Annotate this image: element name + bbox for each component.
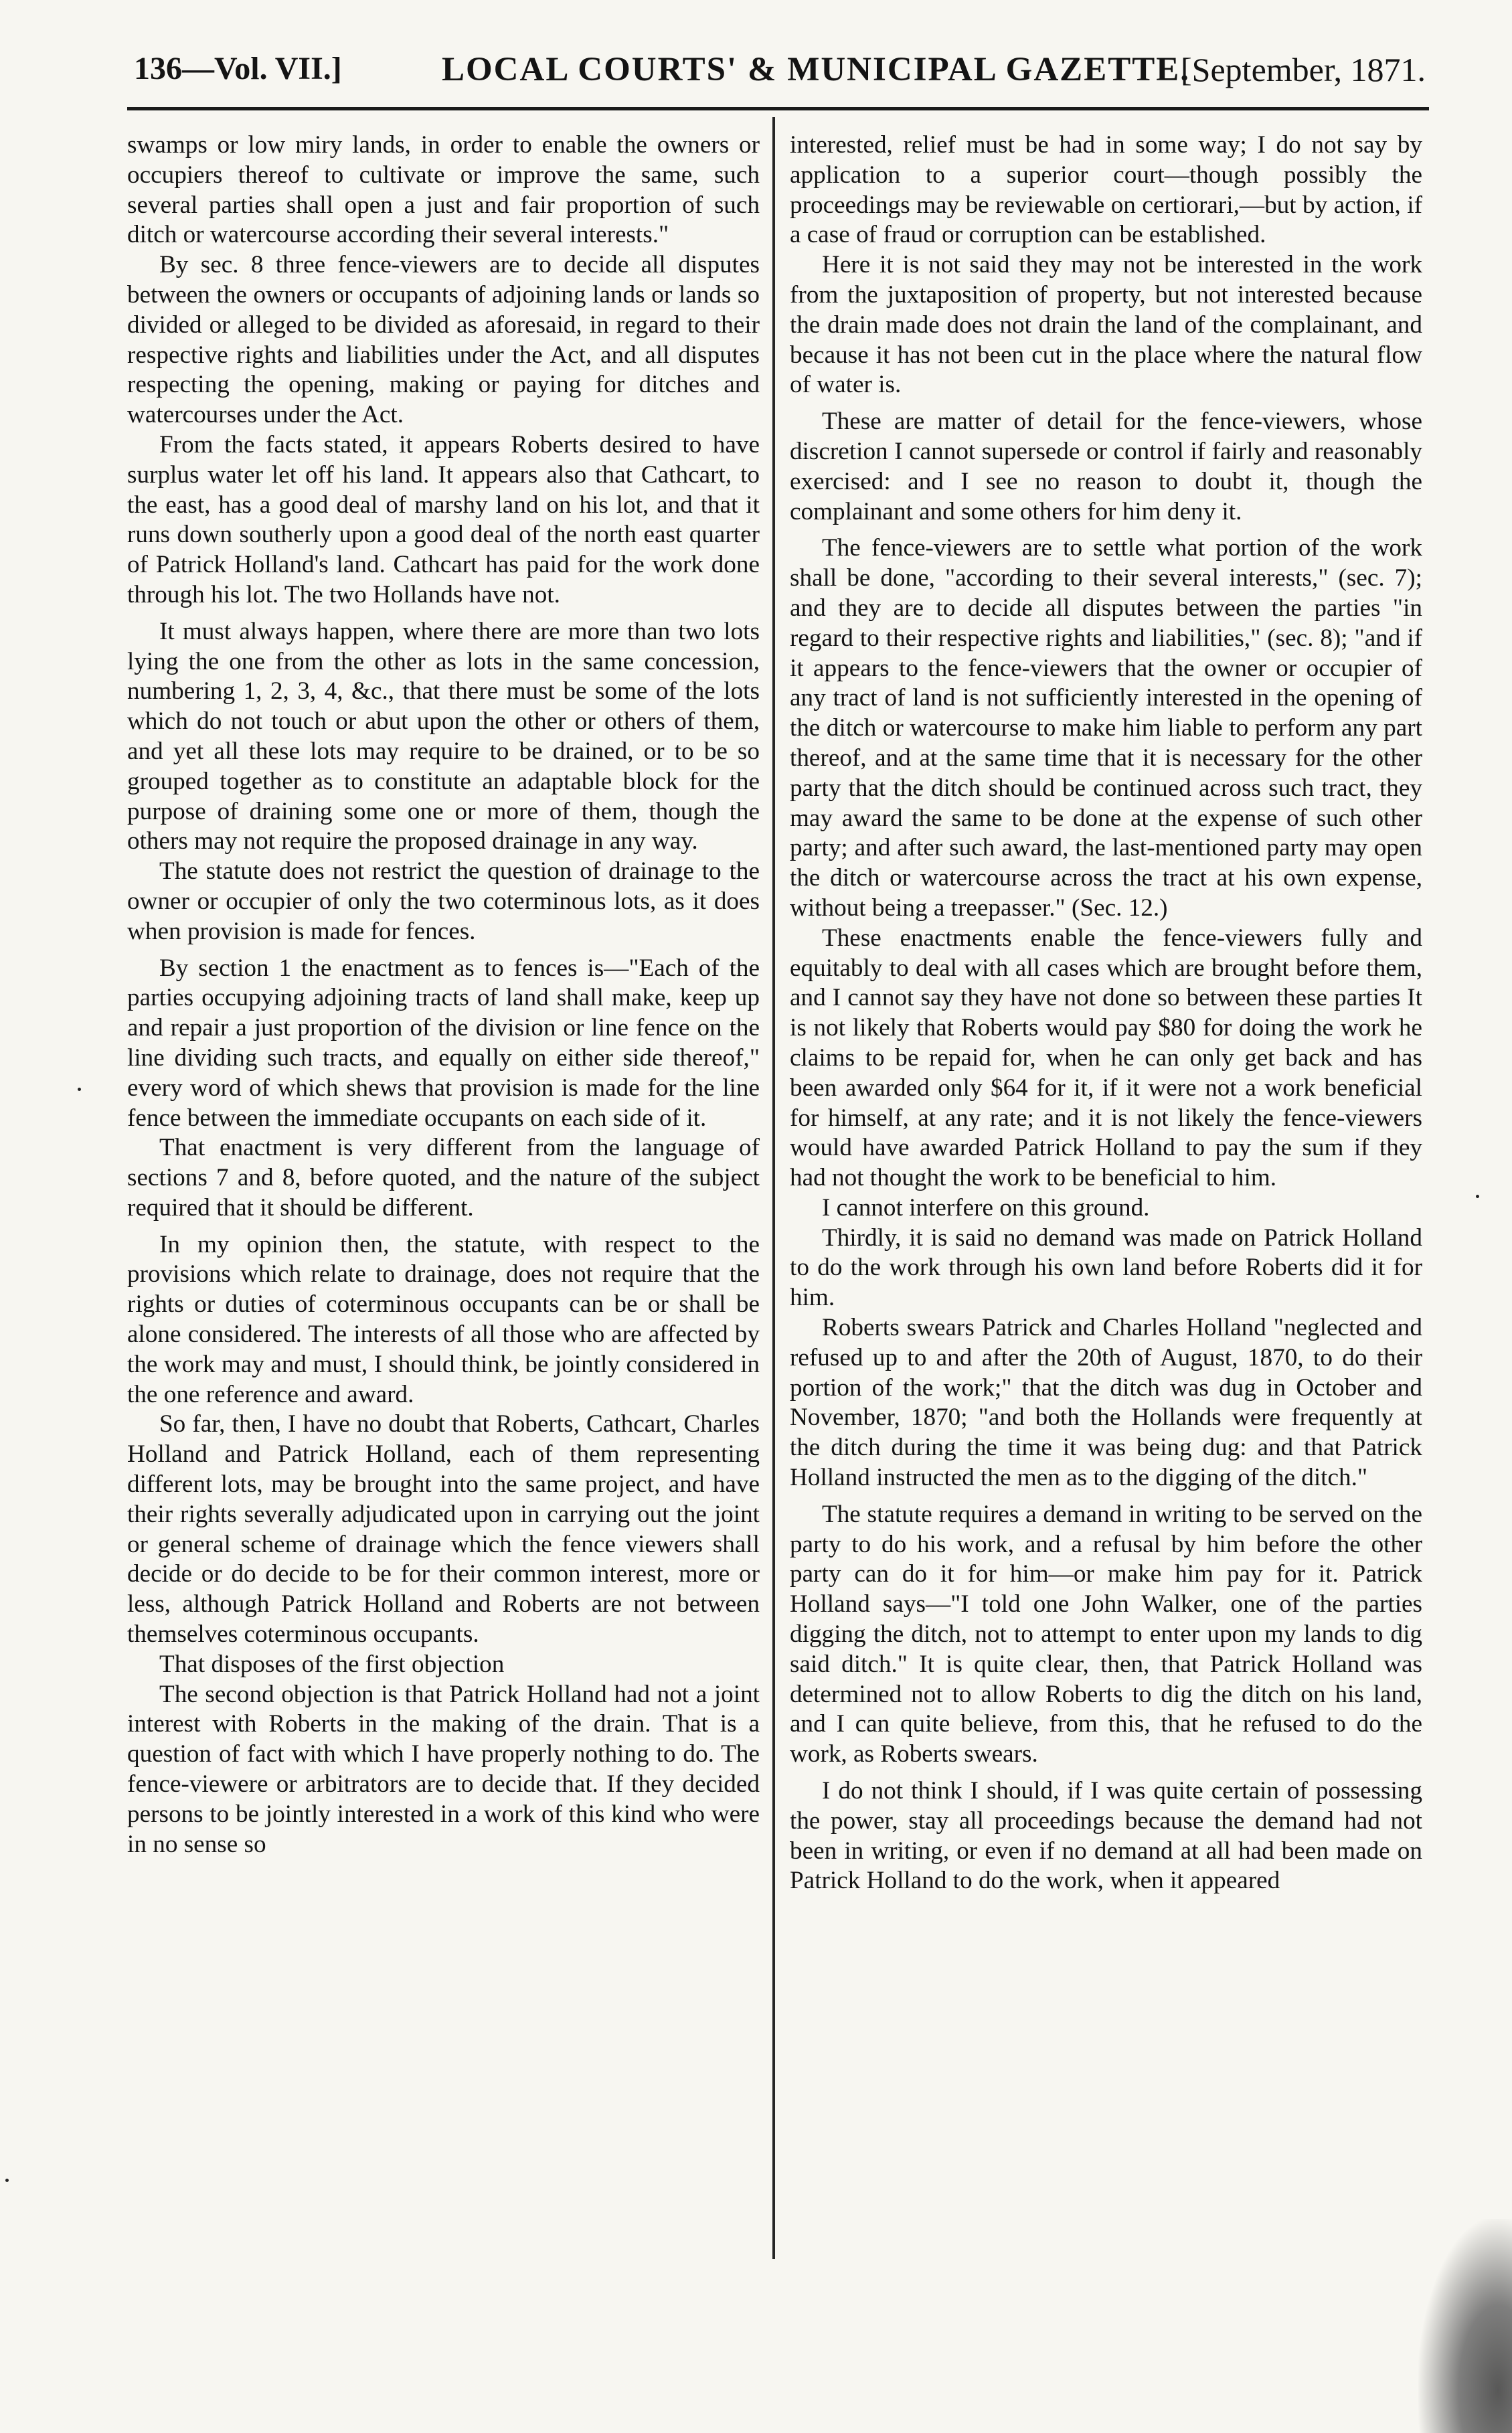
page-header	[134, 37, 1426, 110]
paragraph: Thirdly, it is said no demand was made on Patrick Holland to do the work through his own land before Roberts did it for him.	[790, 1224, 1422, 1312]
paragraph: The fence-viewers are to settle what portion of the work shall be done, "according to their several interests," (sec. 7); and they are to decide all disputes between the parties "in regard to their respective rights and liabilities," (sec. 8); "and if it appears to the fence-viewers that the owner or occupier of any tract of land is not sufficiently interested in the opening of the ditch or watercourse to make him liable to perform any part thereof, and at the same time that it is necessary for the other party that the ditch should be continued across such tract, they may award the same to be done at the expense of such other party; and after such award, the last-mentioned party may open the ditch or watercourse across the tract at his own expense, without being a treepasser." (Sec. 12.)	[790, 534, 1422, 922]
paragraph: Roberts swears Patrick and Charles Holland "neglected and refused up to and after the 20th of August, 1870, to do their portion of the work;" that the ditch was dug in October and November, 1870; "and both the Hollands were frequently at the ditch during the time it was being dug: and that Patrick Holland instructed the men as to the digging of the ditch."	[790, 1314, 1422, 1492]
header-rule	[127, 107, 1429, 110]
paragraph: It must always happen, where there are more than two lots lying the one from the other as lots in the same concession, numbering 1, 2, 3, 4, &c., that there must be some of the lots which do not touch or abut upon the other or others of them, and yet all these lots may require to be drained, or to be so grouped together as to constitute an adaptable block for the purpose of draining some one or more of them, though the others may not require the proposed drainage in any way.	[127, 617, 760, 855]
paragraph: These are matter of detail for the fence-viewers, whose discretion I cannot supersede or control if fairly and reasonably exercised: and I see no reason to doubt it, though the complainant and some others for him deny it.	[790, 408, 1422, 525]
column-divider	[772, 117, 775, 2259]
paragraph: These enactments enable the fence-viewers fully and equitably to deal with all cases which are brought before them, and I cannot say they have not done so between these parties It is not likely that Roberts would pay $80 for doing the work he claims to be repaid for, when he can only get back and has been awarded only $64 for it, if it were not a work beneficial for himself, at any rate; and it is not likely the fence-viewers would have awarded Patrick Holland to pay the sum if they had not thought the work to be beneficial to him.	[790, 924, 1422, 1192]
paragraph: From the facts stated, it appears Roberts desired to have surplus water let off his land. It appears also that Cathcart, to the east, has a good deal of marshy land on his lot, and that it runs down southerly upon a good deal of the north east quarter of Patrick Holland's land. Cathcart has paid for the work done through his lot. The two Hollands have not.	[127, 430, 760, 608]
paragraph: The statute requires a demand in writing to be served on the party to do his work, and a refusal by him before the other party can do it for him—or make him pay for it. Patrick Holland says—"I told one John Walker, one of the parties digging the ditch, not to attempt to enter upon my lands to dig said ditch." It is quite clear, then, that Patrick Holland was determined not to allow Roberts to dig the ditch on his land, and I can quite believe, from this, that he refused to do the work, as Roberts swears.	[790, 1500, 1422, 1768]
left-column	[127, 131, 760, 1859]
paragraph: In my opinion then, the statute, with respect to the provisions which relate to drainage, does not require that the rights or duties of coterminous occupants can be or shall be alone considered. The interests of all those who are affected by the work may and must, I should think, be jointly considered in the one reference and award.	[127, 1230, 760, 1408]
paragraph: By section 1 the enactment as to fences is—"Each of the parties occupying adjoining tracts of land shall make, keep up and repair a just proportion of the division or line fence on the line dividing such tracts, and equally on either side thereof," every word of which shews that provision is made for the line fence between the immediate occupants on each side of it.	[127, 954, 760, 1132]
paragraph: interested, relief must be had in some way; I do not say by application to a superior court—though possibly the proceedings may be reviewable on certiorari,—but by action, if a case of fraud or corruption can be established.	[790, 131, 1422, 249]
page-number-volume: 136—Vol. VII.]	[134, 51, 342, 86]
paragraph: That disposes of the first objection	[159, 1650, 505, 1678]
page-edge-shadow	[1418, 2219, 1512, 2433]
print-speck	[1476, 1195, 1479, 1198]
paragraph: Here it is not said they may not be interested in the work from the juxtaposition of property, but not interested because the drain made does not drain the land of the complainant, and because it has not been cut in the place where the natural flow of water is.	[790, 251, 1422, 399]
paragraph: I do not think I should, if I was quite certain of possessing the power, stay all proceedings because the demand had not been in writing, or even if no demand at all had been made on Patrick Holland to do the work, when it appeared	[790, 1777, 1422, 1895]
print-speck	[5, 2179, 9, 2182]
paragraph: The second objection is that Patrick Holland had not a joint interest with Roberts in the making of the drain. That is a question of fact with which I have properly nothing to do. The fence-viewere or arbitrators are to decide that. If they decided persons to be jointly interested in a work of this kind who were in no sense so	[127, 1680, 760, 1858]
paragraph: I cannot interfere on this ground.	[822, 1193, 1150, 1222]
paragraph: So far, then, I have no doubt that Roberts, Cathcart, Charles Holland and Patrick Holland, each of them representing different lots, may be brought into the same project, and have their rights severally adjudicated upon in carrying out the joint or general scheme of drainage which the fence viewers shall decide or do decide to be for their common interest, more or less, although Patrick Holland and Roberts are not between themselves coterminous occupants.	[127, 1410, 760, 1649]
publication-title: LOCAL COURTS' & MUNICIPAL GAZETTE.	[442, 51, 1191, 88]
paragraph: swamps or low miry lands, in order to enable the owners or occupiers thereof to cultivate or improve the same, such several parties shall open a just and fair proportion of such ditch or watercourse according their several interests."	[127, 131, 760, 249]
print-speck	[78, 1088, 81, 1091]
paragraph: That enactment is very different from the language of sections 7 and 8, before quoted, and the nature of the subject required that it should be different.	[127, 1134, 760, 1222]
right-column	[790, 131, 1422, 1896]
paragraph: The statute does not restrict the question of drainage to the owner or occupier of only the two coterminous lots, as it does when provision is made for fences.	[127, 857, 760, 945]
issue-date: [September, 1871.	[1181, 51, 1426, 88]
paragraph: By sec. 8 three fence-viewers are to decide all disputes between the owners or occupants of adjoining lands or lands so divided or alleged to be divided as aforesaid, in regard to their respective rights and liabilities under the Act, and all disputes respecting the opening, making or paying for ditches and watercourses under the Act.	[127, 251, 760, 429]
